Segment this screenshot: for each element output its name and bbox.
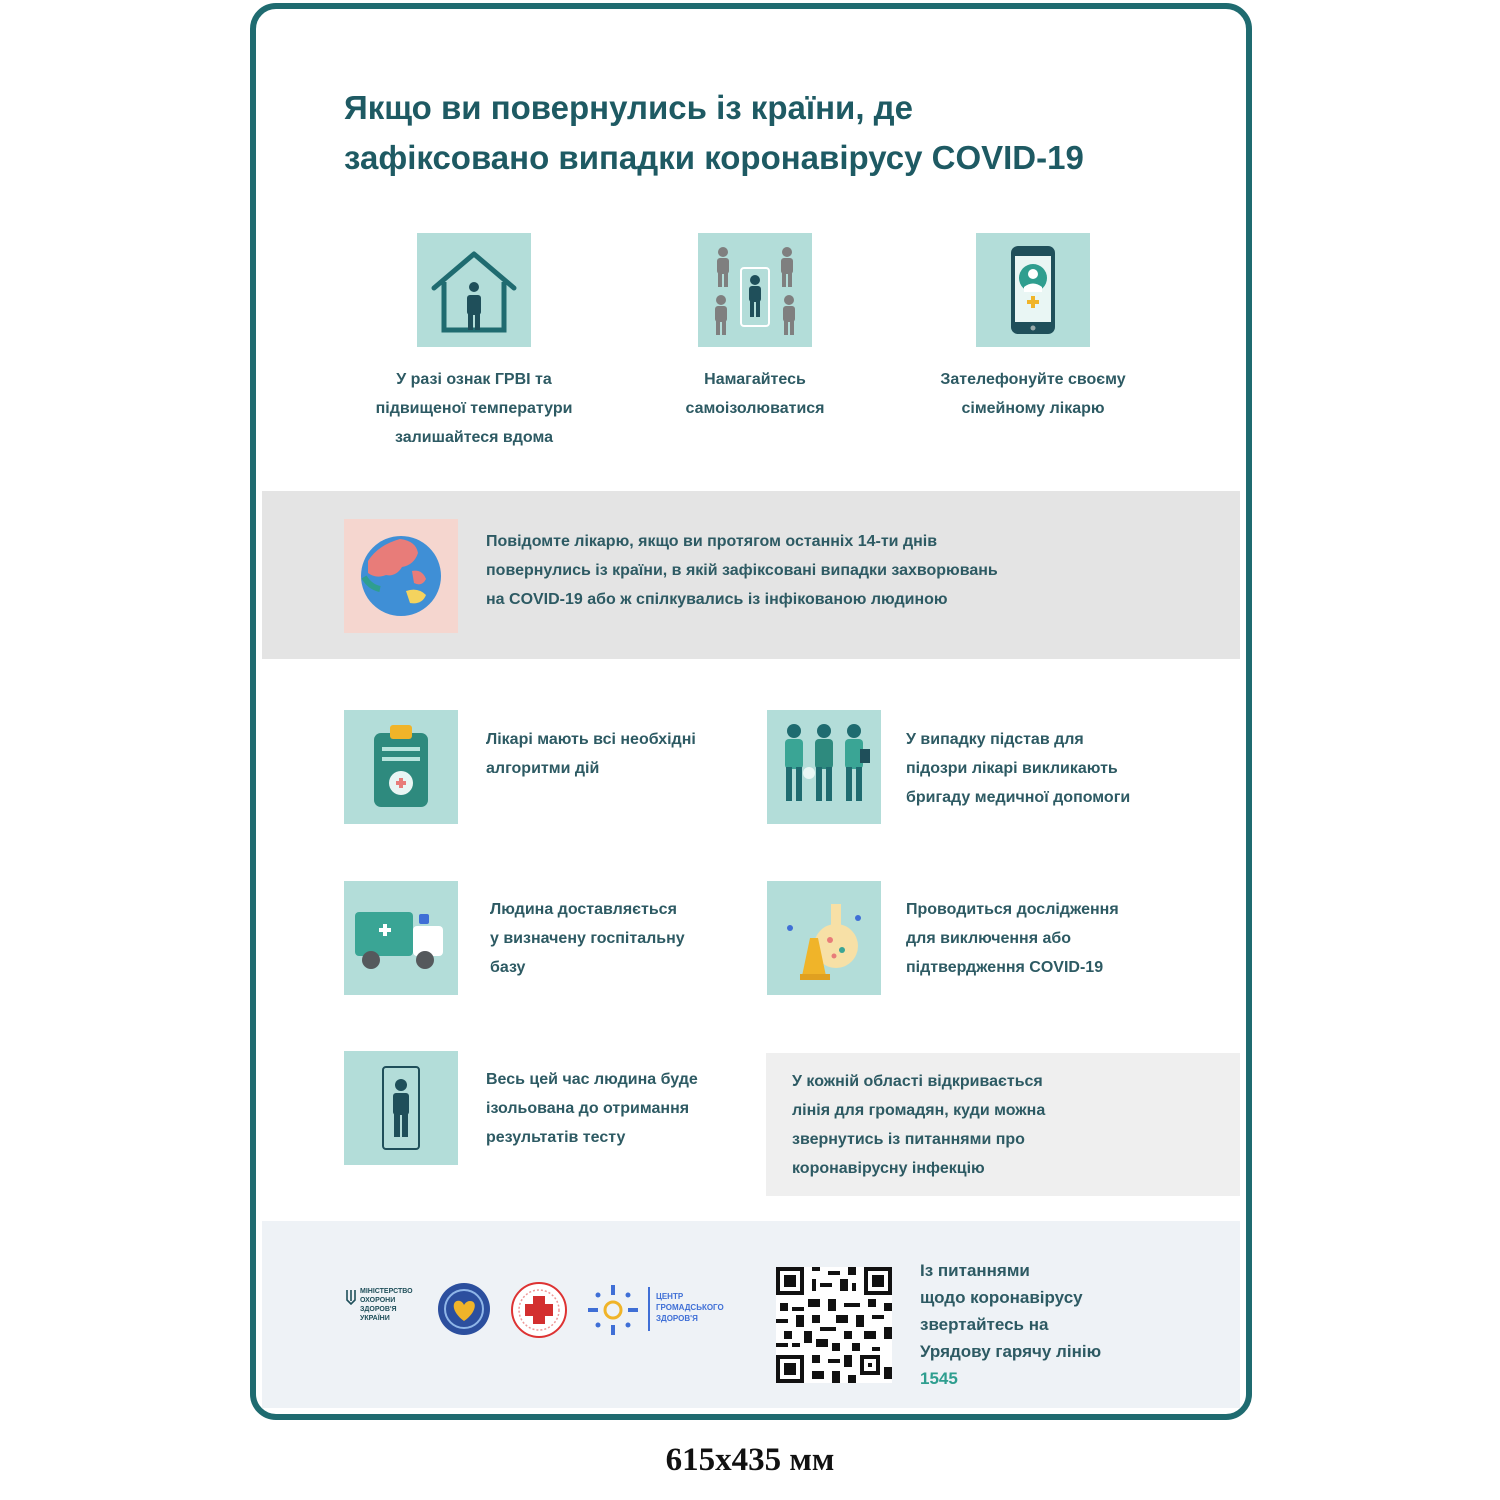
hotline-contact — [920, 1257, 1101, 1392]
text-line: щодо коронавірусу — [920, 1288, 1083, 1307]
text-line: базу — [490, 959, 526, 976]
text-line: у визначену госпітальну — [490, 930, 685, 947]
text-line: лінія для громадян, куди можна — [792, 1102, 1046, 1119]
text-line: Лікарі мають всі необхідні — [486, 731, 696, 748]
poster-title — [344, 83, 1224, 183]
globe-icon — [344, 519, 458, 633]
text-line: підвищеної температури — [375, 400, 573, 417]
text-line: ОХОРОНИ — [360, 1297, 396, 1304]
size-label: 615х435 мм — [665, 1442, 835, 1478]
moz-logo-text — [360, 1287, 413, 1323]
step-call-text — [898, 365, 1168, 423]
text-line: самоізолюватися — [685, 400, 825, 417]
text-line: Намагайтесь — [704, 371, 806, 388]
text-line: ЗДОРОВ'Я — [656, 1314, 698, 1323]
red-cross-logo — [510, 1281, 568, 1344]
text-line: МІНІСТЕРСТВО — [360, 1288, 413, 1295]
text-line: на COVID-19 або ж спілкувались із інфікованою людиною — [486, 591, 948, 608]
flask-icon — [767, 881, 881, 995]
algorithms-text — [486, 725, 696, 783]
clipboard-icon — [344, 710, 458, 824]
phc-emblem-icon — [586, 1283, 640, 1337]
text-line: У кожній області відкривається — [792, 1073, 1043, 1090]
text-line: коронавірусну інфекцію — [792, 1160, 985, 1177]
text-line: Зателефонуйте своєму — [940, 371, 1126, 388]
notify-text — [486, 527, 998, 614]
test-text — [906, 895, 1119, 982]
text-line: Проводиться дослідження — [906, 901, 1119, 918]
phc-logo-text — [656, 1291, 724, 1324]
person-isolated-icon — [344, 1051, 458, 1165]
text-line: Людина доставляється — [490, 901, 677, 918]
ambulance-icon — [344, 881, 458, 995]
text-line: для виключення або — [906, 930, 1072, 947]
step-isolate-text — [620, 365, 890, 423]
text-line: У випадку підстав для — [906, 731, 1084, 748]
heart-emblem-logo — [436, 1281, 492, 1342]
text-line: УКРАЇНИ — [360, 1315, 390, 1322]
text-line: ізольована до отримання — [486, 1100, 690, 1117]
text-line: підозри лікарі викликають — [906, 760, 1118, 777]
hotline-text — [792, 1067, 1045, 1183]
text-line: ЦЕНТР — [656, 1292, 684, 1301]
medical-team-icon — [767, 710, 881, 824]
text-line: ЗДОРОВ'Я — [360, 1306, 397, 1313]
text-line: ГРОМАДСЬКОГО — [656, 1303, 724, 1312]
hospital-text — [490, 895, 685, 982]
people-isolation-icon — [698, 233, 812, 347]
title-line: Якщо ви повернулись із країни, де — [344, 89, 913, 126]
moz-logo — [346, 1287, 426, 1341]
text-line: повернулись із країни, в якій зафіксовані випадки захворювань — [486, 562, 998, 579]
text-line: Повідомте лікарю, якщо ви протягом останніх 14-ти днів — [486, 533, 938, 550]
text-line: сімейному лікарю — [961, 400, 1105, 417]
text-line: підтвердження COVID-19 — [906, 959, 1104, 976]
text-line: звернутись із питаннями про — [792, 1131, 1025, 1148]
brigade-text — [906, 725, 1130, 812]
phone-doctor-icon — [976, 233, 1090, 347]
poster — [250, 3, 1252, 1420]
text-line: результатів тесту — [486, 1129, 626, 1146]
title-line: зафіксовано випадки коронавірусу COVID-19 — [344, 139, 1084, 176]
qr-code[interactable] — [776, 1267, 892, 1383]
isolation-text — [486, 1065, 698, 1152]
text-line: У разі ознак ГРВІ та — [396, 371, 552, 388]
text-line: Весь цей час людина буде — [486, 1071, 698, 1088]
phc-logo — [586, 1283, 746, 1339]
house-icon — [417, 233, 531, 347]
text-line: звертайтесь на — [920, 1315, 1049, 1334]
hotline-number[interactable]: 1545 — [920, 1369, 958, 1388]
text-line: Урядову гарячу лінію — [920, 1342, 1102, 1361]
text-line: бригаду медичної допомоги — [906, 789, 1131, 806]
text-line: алгоритми дій — [486, 760, 600, 777]
trident-icon — [346, 1289, 356, 1305]
text-line: залишайтеся вдома — [395, 429, 553, 446]
step-home-text — [339, 365, 609, 452]
text-line: Із питаннями — [920, 1261, 1030, 1280]
